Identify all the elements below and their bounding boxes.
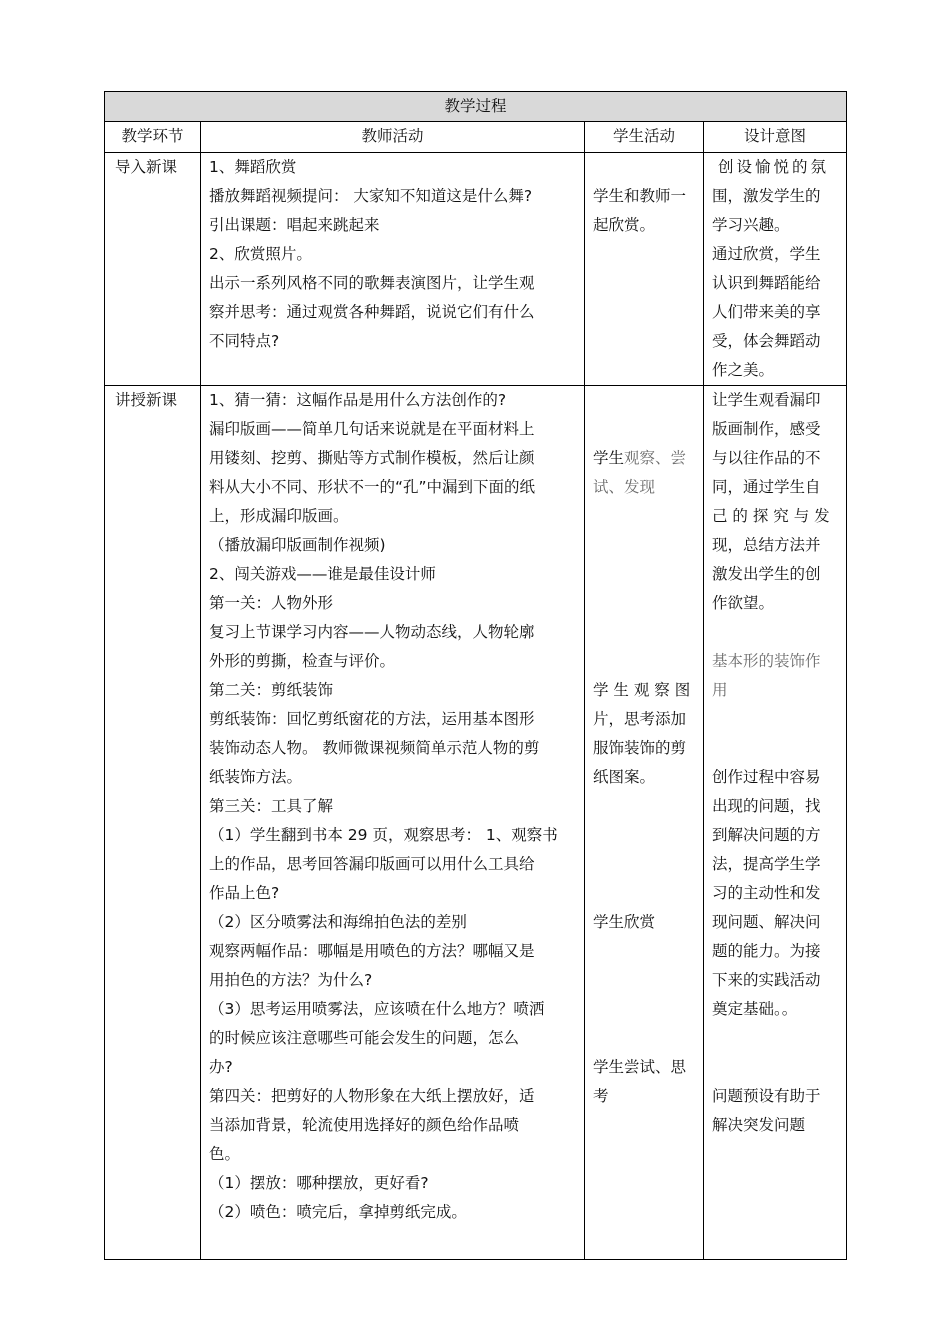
text-line: 奠定基础。。 <box>712 1000 798 1018</box>
text-line: 受，体会舞蹈动 <box>712 332 821 350</box>
text-line: 习的主动性和发 <box>712 884 821 902</box>
text-line: 题的能力。为接 <box>712 942 821 960</box>
text-line: 用 <box>712 681 728 699</box>
table-title: 教学过程 <box>105 92 847 122</box>
text-line: 考 <box>593 1087 609 1105</box>
teacher-cell <box>201 386 585 1260</box>
text-line: 现问题、解决问 <box>712 913 821 931</box>
text-line: 基本形的装饰作 <box>712 652 821 670</box>
text-line: 下来的实践活动 <box>712 971 821 989</box>
text-line: 纸装饰方法。 <box>209 768 303 786</box>
text-line: 出示一系列风格不同的歌舞表演图片，让学生观 <box>209 274 535 292</box>
text-line: 色。 <box>209 1145 241 1163</box>
intent-cell <box>704 153 847 386</box>
text-line: 出现的问题，找 <box>712 797 821 815</box>
text-line: 到解决问题的方 <box>712 826 821 844</box>
text-line: 激发出学生的创 <box>712 565 821 583</box>
text-line: 人们带来美的享 <box>712 303 821 321</box>
text-line <box>593 444 697 473</box>
text-fragment: 观察、尝 <box>624 449 687 467</box>
student-cell <box>585 386 704 1260</box>
text-line: （2）喷色：喷完后，拿掉剪纸完成。 <box>209 1203 467 1221</box>
text-line: 装饰动态人物。 教师微课视频简单示范人物的剪 <box>209 739 540 757</box>
text-line: 第三关：工具了解 <box>209 797 334 815</box>
text-line: 察并思考：通过观赏各种舞蹈，说说它们有什么 <box>209 303 535 321</box>
text-line: 版画制作，感受 <box>712 420 821 438</box>
text-line: 观察两幅作品：哪幅是用喷色的方法？哪幅又是 <box>209 942 535 960</box>
stage-cell: 讲授新课 <box>115 391 178 409</box>
text-line: 问题预设有助于 <box>712 1087 821 1105</box>
text-line: 料从大小不同、形状不一的“孔”中漏到下面的纸 <box>209 478 536 496</box>
header-stage: 教学环节 <box>105 122 201 153</box>
text-line: 围，激发学生的 <box>712 187 821 205</box>
text-line: 己 的 探 究 与 发 <box>712 507 830 525</box>
text-line: 同，通过学生自 <box>712 478 821 496</box>
text-line: 播放舞蹈视频提问： 大家知不知道这是什么舞? <box>209 187 533 205</box>
stage-cell: 导入新课 <box>115 158 178 176</box>
text-line: 片，思考添加 <box>593 710 687 728</box>
text-line: 解决突发问题 <box>712 1116 806 1134</box>
table-row <box>105 386 847 1260</box>
text-line: 剪纸装饰：回忆剪纸窗花的方法，运用基本图形 <box>209 710 535 728</box>
text-line: 法，提高学生学 <box>712 855 821 873</box>
text-line: 外形的剪撕，检查与评价。 <box>209 652 396 670</box>
text-line: 创设愉悦的氛 <box>718 158 830 176</box>
text-line: 当添加背景，轮流使用选择好的颜色给作品喷 <box>209 1116 520 1134</box>
text-line: 学习兴趣。 <box>712 216 790 234</box>
text-line: 1、猜一猜：这幅作品是用什么方法创作的? <box>209 391 507 409</box>
text-line: 学生尝试、思 <box>593 1058 687 1076</box>
header-student-activity: 学生活动 <box>585 122 704 153</box>
text-line: 学生欣赏 <box>593 913 656 931</box>
text-line: 第四关：把剪好的人物形象在大纸上摆放好，适 <box>209 1087 535 1105</box>
text-fragment: 学生 <box>593 449 625 467</box>
text-line: 1、舞蹈欣赏 <box>209 158 297 176</box>
teacher-cell <box>201 153 585 386</box>
header-teacher-activity: 教师活动 <box>201 122 585 153</box>
text-line: （2）区分喷雾法和海绵拍色法的差别 <box>209 913 467 931</box>
student-cell <box>585 153 704 386</box>
text-line: 认识到舞蹈能给 <box>712 274 821 292</box>
text-line: 作品上色? <box>209 884 280 902</box>
text-line: 2、欣赏照片。 <box>209 245 312 263</box>
text-line: （播放漏印版画制作视频) <box>209 536 386 554</box>
text-line: 起欣赏。 <box>593 216 656 234</box>
text-line: 现，总结方法并 <box>712 536 821 554</box>
text-line: （3）思考运用喷雾法，应该喷在什么地方？喷洒 <box>209 1000 545 1018</box>
text-line: 与以往作品的不 <box>712 449 821 467</box>
text-line: 不同特点? <box>209 332 280 350</box>
text-line: 纸图案。 <box>593 768 656 786</box>
text-line: 作欲望。 <box>712 594 775 612</box>
intent-cell <box>704 386 847 1260</box>
text-line: 上，形成漏印版画。 <box>209 507 349 525</box>
table-row <box>105 153 847 386</box>
text-line: 试、发现 <box>593 478 656 496</box>
text-line: 上的作品，思考回答漏印版画可以用什么工具给 <box>209 855 535 873</box>
text-line: 服饰装饰的剪 <box>593 739 687 757</box>
text-line: 办? <box>209 1058 233 1076</box>
text-line: 第一关：人物外形 <box>209 594 334 612</box>
text-line: 2、闯关游戏——谁是最佳设计师 <box>209 565 436 583</box>
header-design-intent: 设计意图 <box>704 122 847 153</box>
text-line: 的时候应该注意哪些可能会发生的问题，怎么 <box>209 1029 520 1047</box>
text-line: 作之美。 <box>712 361 775 379</box>
text-line: 创作过程中容易 <box>712 768 821 786</box>
text-line: 学生和教师一 <box>593 187 687 205</box>
text-line: 引出课题：唱起来跳起来 <box>209 216 380 234</box>
text-line: 用镂刻、挖剪、撕贴等方式制作模板，然后让颜 <box>209 449 535 467</box>
text-line: 用拍色的方法？为什么? <box>209 971 373 989</box>
text-line: 复习上节课学习内容——人物动态线，人物轮廓 <box>209 623 535 641</box>
teaching-process-table <box>104 91 847 1260</box>
text-line: 让学生观看漏印 <box>712 391 821 409</box>
text-line: 通过欣赏，学生 <box>712 245 821 263</box>
text-line: 漏印版画——简单几句话来说就是在平面材料上 <box>209 420 535 438</box>
text-line: 学 生 观 察 图 <box>593 681 691 699</box>
text-line: （1）摆放：哪种摆放，更好看? <box>209 1174 429 1192</box>
text-line: （1）学生翻到书本 29 页，观察思考： 1、观察书 <box>209 826 558 844</box>
text-line: 第二关：剪纸装饰 <box>209 681 334 699</box>
